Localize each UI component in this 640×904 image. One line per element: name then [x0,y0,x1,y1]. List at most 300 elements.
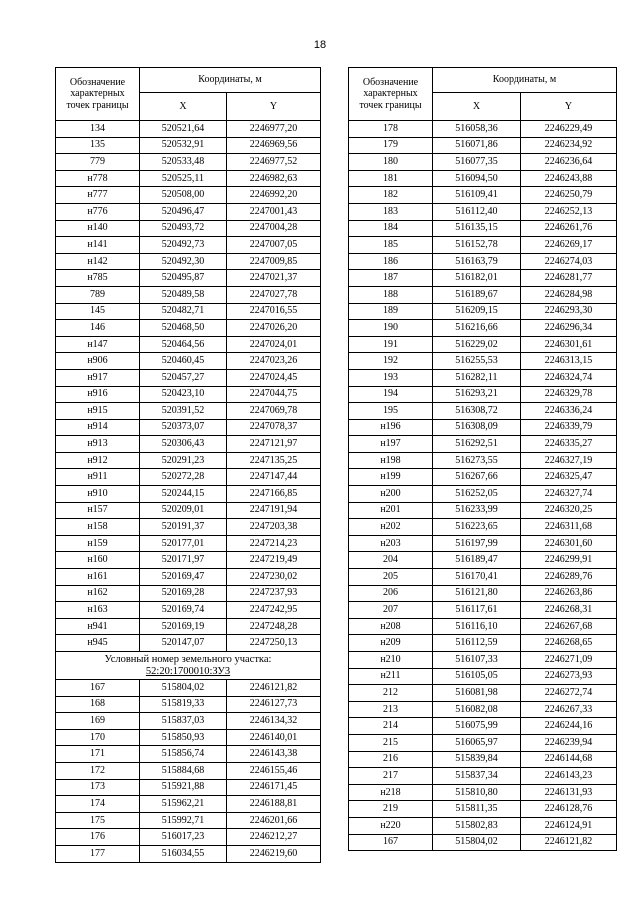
x-coordinate-cell: 515921,88 [140,779,227,796]
y-coordinate-cell: 2246201,66 [227,812,321,829]
point-id-cell: 183 [349,203,433,220]
table-row [56,403,321,420]
table-row [56,436,321,453]
point-id-cell: н197 [349,436,433,453]
point-id-cell: 169 [56,713,140,730]
point-id-cell: 185 [349,237,433,254]
point-id-cell: н776 [56,203,140,220]
table-row [349,137,617,154]
x-coordinate-cell: 520508,00 [140,187,227,204]
table-row [56,270,321,287]
x-coordinate-cell: 516308,72 [433,403,521,420]
y-coordinate-cell: 2246261,76 [521,220,617,237]
table-row [349,718,617,735]
header-x: X [433,93,521,121]
table-row [56,535,321,552]
y-coordinate-cell: 2246171,45 [227,779,321,796]
x-coordinate-cell: 516293,21 [433,386,521,403]
x-coordinate-cell: 515884,68 [140,762,227,779]
x-coordinate-cell: 516112,40 [433,203,521,220]
y-coordinate-cell: 2246324,74 [521,369,617,386]
point-id-cell: н915 [56,403,140,420]
y-coordinate-cell: 2246271,09 [521,652,617,669]
x-coordinate-cell: 516034,55 [140,845,227,862]
point-id-cell: 214 [349,718,433,735]
x-coordinate-cell: 516116,10 [433,618,521,635]
y-coordinate-cell: 2246313,15 [521,353,617,370]
y-coordinate-cell: 2246273,93 [521,668,617,685]
y-coordinate-cell: 2247230,02 [227,569,321,586]
x-coordinate-cell: 516117,61 [433,602,521,619]
x-coordinate-cell: 515810,80 [433,784,521,801]
point-id-cell: 213 [349,701,433,718]
header-point: Обозначение характерных точек границы [56,68,140,121]
table-row [349,685,617,702]
y-coordinate-cell: 2246311,68 [521,519,617,536]
y-coordinate-cell: 2247007,05 [227,237,321,254]
point-id-cell: 191 [349,336,433,353]
x-coordinate-cell: 516058,36 [433,121,521,138]
table-row [349,386,617,403]
point-id-cell: 216 [349,751,433,768]
header-y: Y [227,93,321,121]
x-coordinate-cell: 516077,35 [433,154,521,171]
x-coordinate-cell: 516112,59 [433,635,521,652]
point-id-cell: 219 [349,801,433,818]
section-row [56,652,321,680]
y-coordinate-cell: 2246329,78 [521,386,617,403]
y-coordinate-cell: 2246977,52 [227,154,321,171]
table-row [349,585,617,602]
y-coordinate-cell: 2246320,25 [521,502,617,519]
table-row [349,486,617,503]
point-id-cell: 182 [349,187,433,204]
table-row [56,170,321,187]
y-coordinate-cell: 2246143,38 [227,746,321,763]
y-coordinate-cell: 2247250,13 [227,635,321,652]
x-coordinate-cell: 515837,03 [140,713,227,730]
y-coordinate-cell: 2246267,33 [521,701,617,718]
table-row [56,585,321,602]
x-coordinate-cell: 520521,64 [140,121,227,138]
x-coordinate-cell: 516189,47 [433,552,521,569]
point-id-cell: н208 [349,618,433,635]
point-id-cell: н196 [349,419,433,436]
y-coordinate-cell: 2247219,49 [227,552,321,569]
y-coordinate-cell: 2246121,82 [227,680,321,697]
y-coordinate-cell: 2247166,85 [227,486,321,503]
y-coordinate-cell: 2247004,28 [227,220,321,237]
point-id-cell: 206 [349,585,433,602]
x-coordinate-cell: 516182,01 [433,270,521,287]
table-row [349,502,617,519]
x-coordinate-cell: 520272,28 [140,469,227,486]
y-coordinate-cell: 2246143,23 [521,768,617,785]
point-id-cell: н914 [56,419,140,436]
x-coordinate-cell: 516282,11 [433,369,521,386]
table-row [349,436,617,453]
y-coordinate-cell: 2247044,75 [227,386,321,403]
table-row [56,779,321,796]
point-id-cell: н141 [56,237,140,254]
x-coordinate-cell: 515837,34 [433,768,521,785]
table-row [56,796,321,813]
point-id-cell: н220 [349,817,433,834]
point-id-cell: н906 [56,353,140,370]
point-id-cell: 789 [56,286,140,303]
section-cell [56,652,321,680]
table-row [56,713,321,730]
point-id-cell: 168 [56,696,140,713]
point-id-cell: н941 [56,618,140,635]
table-row [56,618,321,635]
x-coordinate-cell: 515850,93 [140,729,227,746]
point-id-cell: 189 [349,303,433,320]
table-row [56,762,321,779]
point-id-cell: 187 [349,270,433,287]
x-coordinate-cell: 515992,71 [140,812,227,829]
table-row [56,829,321,846]
point-id-cell: н159 [56,535,140,552]
x-coordinate-cell: 516107,33 [433,652,521,669]
point-id-cell: 192 [349,353,433,370]
point-id-cell: 212 [349,685,433,702]
table-row [56,729,321,746]
table-row [349,452,617,469]
x-coordinate-cell: 520493,72 [140,220,227,237]
x-coordinate-cell: 516197,99 [433,535,521,552]
x-coordinate-cell: 520464,56 [140,336,227,353]
x-coordinate-cell: 520525,11 [140,170,227,187]
y-coordinate-cell: 2247001,43 [227,203,321,220]
y-coordinate-cell: 2246219,60 [227,845,321,862]
table-row [349,237,617,254]
y-coordinate-cell: 2246128,76 [521,801,617,818]
y-coordinate-cell: 2246121,82 [521,834,617,851]
y-coordinate-cell: 2247237,93 [227,585,321,602]
x-coordinate-cell: 515819,33 [140,696,227,713]
point-id-cell: 207 [349,602,433,619]
point-id-cell: н203 [349,535,433,552]
x-coordinate-cell: 520533,48 [140,154,227,171]
y-coordinate-cell: 2246301,60 [521,535,617,552]
point-id-cell: н157 [56,502,140,519]
x-coordinate-cell: 520492,30 [140,253,227,270]
y-coordinate-cell: 2246281,77 [521,270,617,287]
table-row [56,845,321,862]
table-row [349,220,617,237]
point-id-cell: 195 [349,403,433,420]
y-coordinate-cell: 2247242,95 [227,602,321,619]
table-row [56,369,321,386]
point-id-cell: н198 [349,452,433,469]
table-row [349,751,617,768]
point-id-cell: 146 [56,320,140,337]
table-row [56,502,321,519]
y-coordinate-cell: 2246268,65 [521,635,617,652]
point-id-cell: 176 [56,829,140,846]
table-row [349,652,617,669]
table-row [349,535,617,552]
section-parcel-number: 52:20:1700010:ЗУ3 [145,665,231,677]
table-row [56,154,321,171]
x-coordinate-cell: 516255,53 [433,353,521,370]
y-coordinate-cell: 2246269,17 [521,237,617,254]
point-id-cell: н777 [56,187,140,204]
table-row [349,320,617,337]
y-coordinate-cell: 2246325,47 [521,469,617,486]
point-id-cell: 177 [56,845,140,862]
x-coordinate-cell: 520177,01 [140,535,227,552]
point-id-cell: 167 [349,834,433,851]
x-coordinate-cell: 516075,99 [433,718,521,735]
x-coordinate-cell: 520460,45 [140,353,227,370]
point-id-cell: н912 [56,452,140,469]
table-row [349,286,617,303]
x-coordinate-cell: 520291,23 [140,452,227,469]
x-coordinate-cell: 520244,15 [140,486,227,503]
x-coordinate-cell: 516082,08 [433,701,521,718]
table-row [349,154,617,171]
x-coordinate-cell: 516216,66 [433,320,521,337]
x-coordinate-cell: 515804,02 [433,834,521,851]
x-coordinate-cell: 520169,19 [140,618,227,635]
point-id-cell: н200 [349,486,433,503]
table-row [56,253,321,270]
x-coordinate-cell: 520496,47 [140,203,227,220]
point-id-cell: н916 [56,386,140,403]
y-coordinate-cell: 2246284,98 [521,286,617,303]
x-coordinate-cell: 516233,99 [433,502,521,519]
table-row [349,419,617,436]
point-id-cell: 173 [56,779,140,796]
table-row [56,519,321,536]
y-coordinate-cell: 2246243,88 [521,170,617,187]
x-coordinate-cell: 516308,09 [433,419,521,436]
x-coordinate-cell: 520495,87 [140,270,227,287]
y-coordinate-cell: 2247024,45 [227,369,321,386]
y-coordinate-cell: 2246336,24 [521,403,617,420]
table-row [56,137,321,154]
header-x: X [140,93,227,121]
table-row [349,353,617,370]
x-coordinate-cell: 516163,79 [433,253,521,270]
point-id-cell: н209 [349,635,433,652]
point-id-cell: н218 [349,784,433,801]
y-coordinate-cell: 2246992,20 [227,187,321,204]
table-row [349,121,617,138]
table-row [349,519,617,536]
table-row [56,635,321,652]
y-coordinate-cell: 2246212,27 [227,829,321,846]
point-id-cell: 215 [349,734,433,751]
table-row [349,270,617,287]
y-coordinate-cell: 2246239,94 [521,734,617,751]
x-coordinate-cell: 520532,91 [140,137,227,154]
y-coordinate-cell: 2246252,13 [521,203,617,220]
y-coordinate-cell: 2246244,16 [521,718,617,735]
x-coordinate-cell: 515839,84 [433,751,521,768]
point-id-cell: 217 [349,768,433,785]
header-point: Обозначение характерных точек границы [349,68,433,121]
y-coordinate-cell: 2246272,74 [521,685,617,702]
point-id-cell: 172 [56,762,140,779]
table-row [349,701,617,718]
y-coordinate-cell: 2246293,30 [521,303,617,320]
x-coordinate-cell: 516223,65 [433,519,521,536]
x-coordinate-cell: 520191,37 [140,519,227,536]
x-coordinate-cell: 516229,02 [433,336,521,353]
x-coordinate-cell: 520373,07 [140,419,227,436]
y-coordinate-cell: 2247026,20 [227,320,321,337]
x-coordinate-cell: 516109,41 [433,187,521,204]
point-id-cell: 205 [349,569,433,586]
table-row [349,618,617,635]
header-coordinates: Координаты, м [140,68,321,93]
point-id-cell: н140 [56,220,140,237]
point-id-cell: 193 [349,369,433,386]
table-row [56,303,321,320]
y-coordinate-cell: 2246131,93 [521,784,617,801]
point-id-cell: 145 [56,303,140,320]
table-row [56,696,321,713]
y-coordinate-cell: 2247021,37 [227,270,321,287]
point-id-cell: 179 [349,137,433,154]
y-coordinate-cell: 2247135,25 [227,452,321,469]
table-row [56,336,321,353]
x-coordinate-cell: 520169,47 [140,569,227,586]
table-row [349,801,617,818]
y-coordinate-cell: 2246274,03 [521,253,617,270]
y-coordinate-cell: 2246301,61 [521,336,617,353]
table-row [349,170,617,187]
x-coordinate-cell: 516273,55 [433,452,521,469]
y-coordinate-cell: 2246268,31 [521,602,617,619]
x-coordinate-cell: 516189,67 [433,286,521,303]
x-coordinate-cell: 516121,80 [433,585,521,602]
y-coordinate-cell: 2246267,68 [521,618,617,635]
table-row [349,469,617,486]
table-row [349,253,617,270]
table-row [349,834,617,851]
table-row [56,469,321,486]
x-coordinate-cell: 520169,74 [140,602,227,619]
y-coordinate-cell: 2247023,26 [227,353,321,370]
x-coordinate-cell: 520457,27 [140,369,227,386]
table-row [56,286,321,303]
table-row [349,602,617,619]
point-id-cell: н913 [56,436,140,453]
x-coordinate-cell: 516071,86 [433,137,521,154]
table-row [56,569,321,586]
table-row [349,187,617,204]
point-id-cell: н785 [56,270,140,287]
table-row [349,668,617,685]
table-row [56,552,321,569]
table-row [349,303,617,320]
point-id-cell: 134 [56,121,140,138]
y-coordinate-cell: 2246289,76 [521,569,617,586]
x-coordinate-cell: 515856,74 [140,746,227,763]
x-coordinate-cell: 520169,28 [140,585,227,602]
table-row [349,203,617,220]
table-row [349,336,617,353]
point-id-cell: н211 [349,668,433,685]
y-coordinate-cell: 2246236,64 [521,154,617,171]
point-id-cell: н162 [56,585,140,602]
table-row [56,812,321,829]
x-coordinate-cell: 520489,58 [140,286,227,303]
y-coordinate-cell: 2247078,37 [227,419,321,436]
point-id-cell: 181 [349,170,433,187]
y-coordinate-cell: 2247016,55 [227,303,321,320]
table-row [56,353,321,370]
y-coordinate-cell: 2246327,74 [521,486,617,503]
table-row [349,569,617,586]
point-id-cell: 171 [56,746,140,763]
y-coordinate-cell: 2246299,91 [521,552,617,569]
y-coordinate-cell: 2246144,68 [521,751,617,768]
table-row [349,369,617,386]
table-row [56,121,321,138]
point-id-cell: 174 [56,796,140,813]
x-coordinate-cell: 516081,98 [433,685,521,702]
point-id-cell: н147 [56,336,140,353]
point-id-cell: 184 [349,220,433,237]
table-row [56,680,321,697]
x-coordinate-cell: 515962,21 [140,796,227,813]
table-row [349,768,617,785]
x-coordinate-cell: 516065,97 [433,734,521,751]
x-coordinate-cell: 516292,51 [433,436,521,453]
y-coordinate-cell: 2247147,44 [227,469,321,486]
point-id-cell: н158 [56,519,140,536]
y-coordinate-cell: 2246250,79 [521,187,617,204]
point-id-cell: н161 [56,569,140,586]
table-row [56,746,321,763]
y-coordinate-cell: 2247203,38 [227,519,321,536]
point-id-cell: н911 [56,469,140,486]
table-row [56,237,321,254]
y-coordinate-cell: 2247024,01 [227,336,321,353]
point-id-cell: н201 [349,502,433,519]
point-id-cell: н778 [56,170,140,187]
x-coordinate-cell: 520171,97 [140,552,227,569]
table-row [56,419,321,436]
x-coordinate-cell: 516170,41 [433,569,521,586]
x-coordinate-cell: 520306,43 [140,436,227,453]
point-id-cell: 204 [349,552,433,569]
x-coordinate-cell: 516017,23 [140,829,227,846]
table-row [349,403,617,420]
table-row [56,220,321,237]
table-row [349,552,617,569]
point-id-cell: 194 [349,386,433,403]
x-coordinate-cell: 516252,05 [433,486,521,503]
point-id-cell: 167 [56,680,140,697]
y-coordinate-cell: 2246977,20 [227,121,321,138]
y-coordinate-cell: 2247027,78 [227,286,321,303]
point-id-cell: н945 [56,635,140,652]
x-coordinate-cell: 515811,35 [433,801,521,818]
y-coordinate-cell: 2247009,85 [227,253,321,270]
y-coordinate-cell: 2246134,32 [227,713,321,730]
coordinates-table-right [348,67,617,851]
point-id-cell: н199 [349,469,433,486]
x-coordinate-cell: 520482,71 [140,303,227,320]
point-id-cell: 170 [56,729,140,746]
y-coordinate-cell: 2246155,46 [227,762,321,779]
